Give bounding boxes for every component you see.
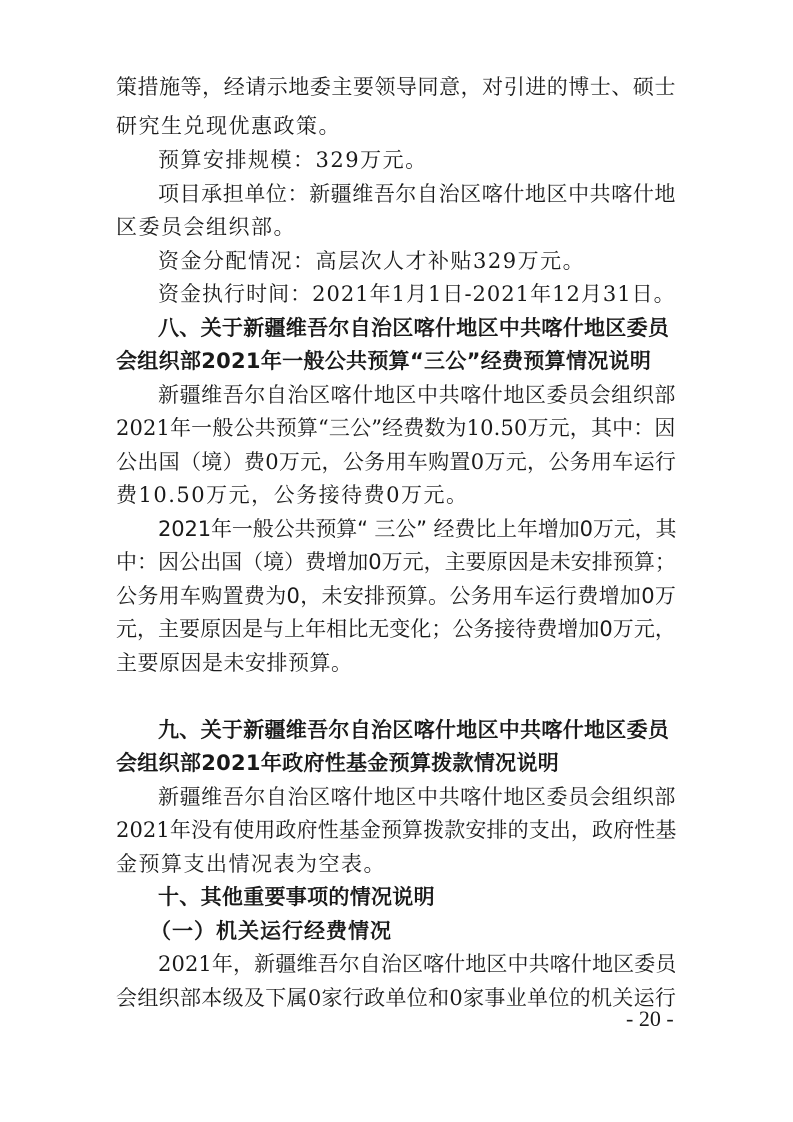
fund-execution-line: 资金执行时间：2021年1月1日-2021年12月31日。: [158, 282, 676, 306]
body-text-line: 新疆维吾尔自治区喀什地区中共喀什地区委员会组织部: [158, 785, 676, 809]
page-number: - 20 -: [626, 1006, 674, 1031]
body-text-line: 2021年一般公共预算“三公”经费数为10.50万元，其中：因: [116, 416, 676, 440]
body-text-line: 新疆维吾尔自治区喀什地区中共喀什地区委员会组织部: [158, 383, 676, 407]
body-text-line: 公务用车购置费为0，未安排预算。公务用车运行费增加0万: [116, 584, 677, 608]
body-text-line: 会组织部本级及下属0家行政单位和0家事业单位的机关运行: [116, 986, 677, 1010]
body-text-line: 主要原因是未安排预算。: [116, 651, 353, 675]
body-text-line: 2021年没有使用政府性基金预算拨款安排的支出，政府性基: [116, 818, 677, 842]
body-text-line: 策措施等，经请示地委主要领导同意，对引进的博士、硕士: [116, 75, 676, 99]
body-text-line: 元，主要原因是与上年相比无变化；公务接待费增加0万元，: [116, 617, 676, 641]
body-text-line: 金预算支出情况表为空表。: [116, 852, 386, 876]
section-10-heading: 十、其他重要事项的情况说明: [158, 885, 435, 909]
budget-scale-line: 预算安排规模：329万元。: [158, 148, 428, 172]
project-unit-line: 项目承担单位：新疆维吾尔自治区喀什地区中共喀什地: [158, 182, 676, 206]
body-text-line: 区委员会组织部。: [116, 215, 296, 239]
section-9-heading: 九、关于新疆维吾尔自治区喀什地区中共喀什地区委员: [158, 718, 670, 742]
section-8-heading-cont: 会组织部2021年一般公共预算“三公”经费预算情况说明: [116, 349, 652, 373]
section-9-heading-cont: 会组织部2021年政府性基金预算拨款情况说明: [116, 751, 560, 775]
body-text-line: 费10.50万元，公务接待费0万元。: [116, 483, 469, 507]
fund-allocation-line: 资金分配情况：高层次人才补贴329万元。: [158, 249, 586, 273]
body-text-line: 研究生兑现优惠政策。: [116, 114, 341, 138]
body-text-line: 2021年，新疆维吾尔自治区喀什地区中共喀什地区委员: [158, 952, 677, 976]
body-text-line: 公出国（境）费0万元，公务用车购置0万元，公务用车运行: [116, 450, 677, 474]
subsection-heading: （一）机关运行经费情况: [150, 918, 392, 943]
section-8-heading: 八、关于新疆维吾尔自治区喀什地区中共喀什地区委员: [158, 316, 670, 340]
body-text-line: 中：因公出国（境）费增加0万元，主要原因是未安排预算；: [116, 550, 676, 574]
body-text-line: 2021年一般公共预算“ 三公” 经费比上年增加0万元，其: [158, 517, 677, 541]
